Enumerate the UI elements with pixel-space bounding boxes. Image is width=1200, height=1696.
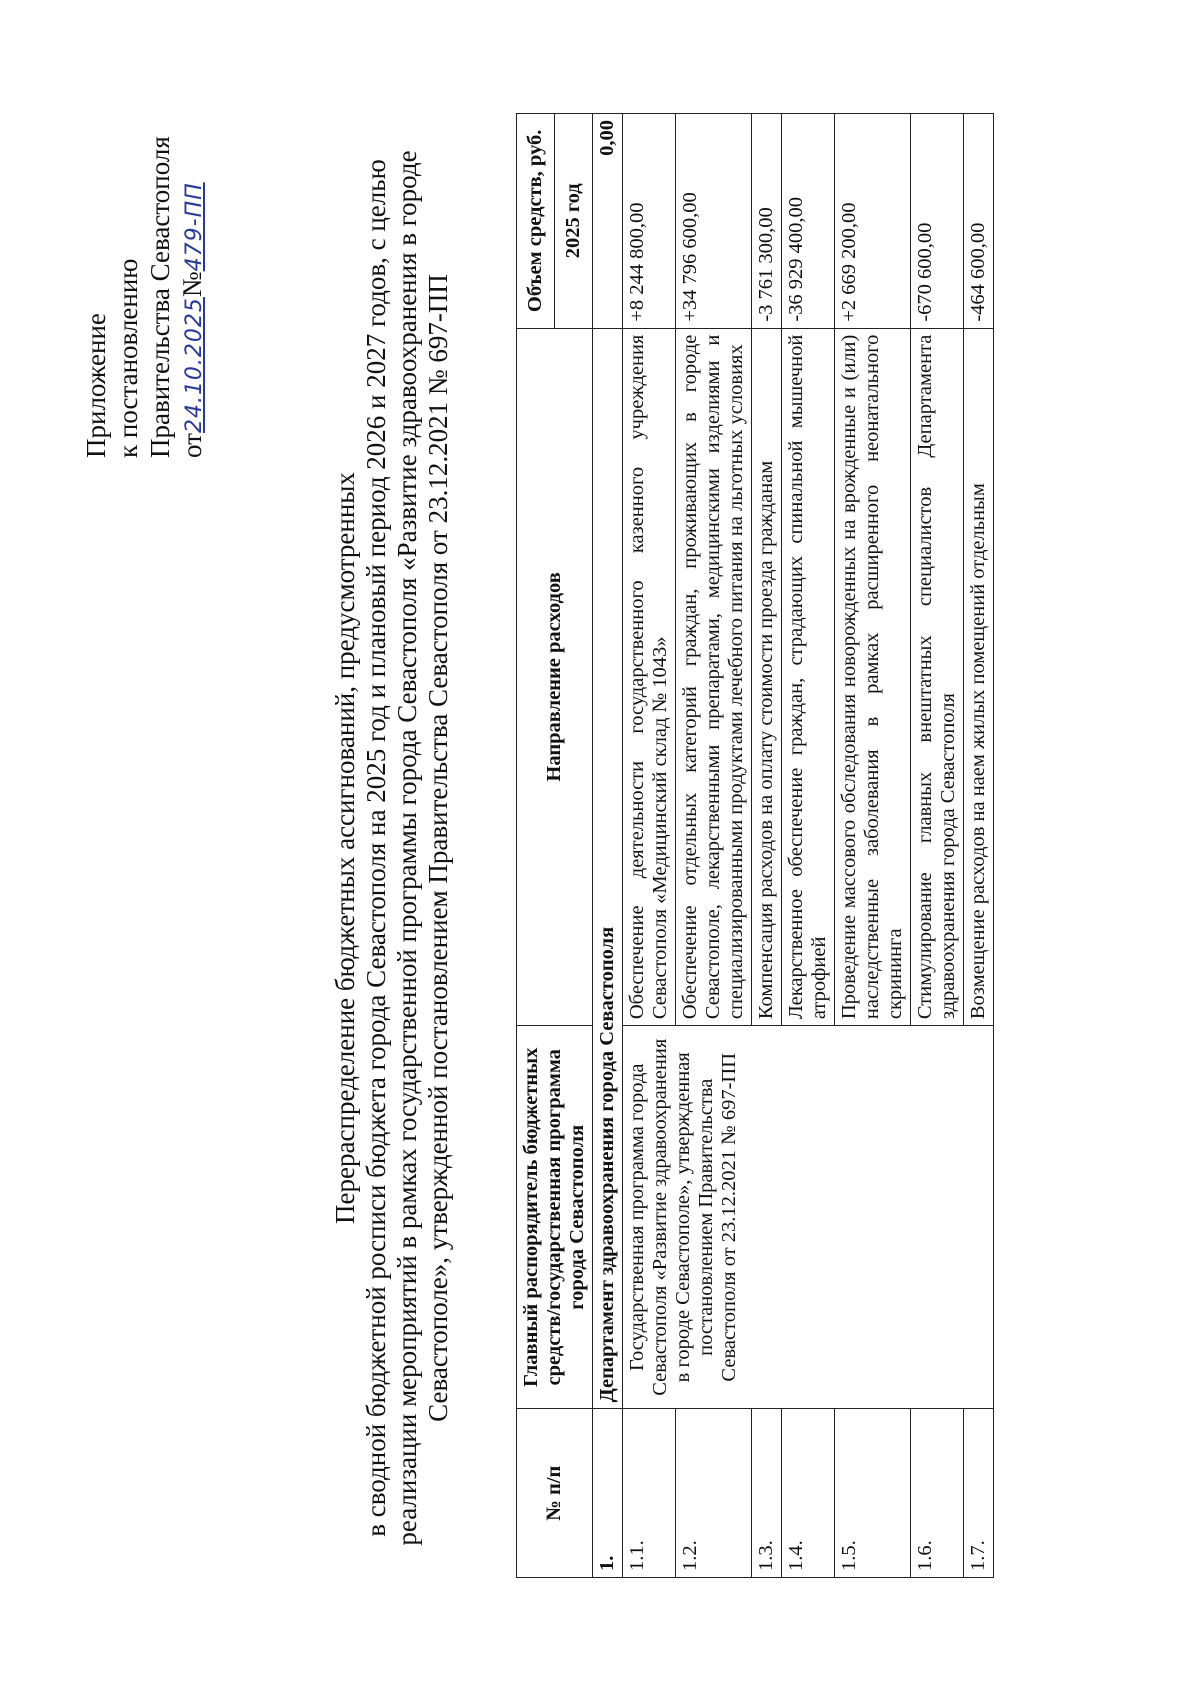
row-num: 1.7. <box>964 1409 994 1578</box>
handwritten-date: 24.10.2025 <box>182 297 207 434</box>
budget-table <box>516 113 994 1578</box>
department-amount: 0,00 <box>593 114 623 329</box>
row-num: 1.4. <box>782 1409 835 1578</box>
row-amount: -36 929 400,00 <box>782 114 835 329</box>
header-org: Главный распорядитель бюджетных средств/государственная программа города Севастополя <box>517 1026 593 1409</box>
row-num: 1.6. <box>911 1409 964 1578</box>
row-amount: +8 244 800,00 <box>623 114 676 329</box>
table-header-row <box>517 114 555 1578</box>
program-cell: Государственная программа города Севастополя «Развитие здравоохранения в городе Севастополе», утвержденная постановлением Правительства Севастополя от 23.12.2021 № 697-ПП <box>623 1026 994 1409</box>
row-direction: Обеспечение деятельности государственного казенного учреждения Севастополя «Медицинский склад № 1043» <box>623 328 676 1026</box>
appendix-line1: Приложение <box>81 313 111 458</box>
department-name: Департамент здравоохранения города Севастополя <box>593 328 623 1409</box>
row-num: 1.3. <box>752 1409 782 1578</box>
appendix-line2: к постановлению <box>113 258 143 458</box>
header-num: № п/п <box>517 1409 593 1578</box>
appendix-block <box>80 118 211 458</box>
title-line3: реализации мероприятий в рамках государственной программы города Севастополя «Развитие здравоохранения в городе <box>392 150 422 1546</box>
row-num: 1.2. <box>676 1409 752 1578</box>
document-page <box>58 78 1078 1618</box>
handwritten-number: 479-ПП <box>182 182 207 272</box>
header-year: 2025 год <box>555 114 593 329</box>
row-amount: +2 669 200,00 <box>835 114 911 329</box>
row-direction: Лекарственное обеспечение граждан, страдающих спинальной мышечной атрофией <box>782 328 835 1026</box>
appendix-line3: Правительства Севастополя <box>145 136 175 458</box>
row-direction: Возмещение расходов на наем жилых помещений отдельным <box>964 328 994 1026</box>
appendix-date-line <box>176 118 211 458</box>
date-prefix: от <box>177 433 207 458</box>
title-line1: Перераспределение бюджетных ассигнований, предусмотренных <box>330 472 360 1224</box>
row-num: 1.5. <box>835 1409 911 1578</box>
department-num: 1. <box>593 1409 623 1578</box>
header-amount: Объем средств, руб. <box>517 114 555 329</box>
row-amount: -464 600,00 <box>964 114 994 329</box>
department-row <box>593 114 623 1578</box>
title-line4: Севастополе», утвержденной постановлением Правительства Севастополя от 23.12.2021 № 697-ПП <box>423 274 453 1422</box>
row-amount: -670 600,00 <box>911 114 964 329</box>
header-direction: Направление расходов <box>517 328 593 1026</box>
row-amount: +34 796 600,00 <box>676 114 752 329</box>
number-sign: № <box>177 271 207 298</box>
row-num: 1.1. <box>623 1409 676 1578</box>
title-line2: в сводной бюджетной росписи бюджета города Севастополя на 2025 год и плановый период 2026 и 2027 годов, с целью <box>361 159 391 1537</box>
row-direction: Компенсация расходов на оплату стоимости проезда гражданам <box>752 328 782 1026</box>
document-title <box>330 78 454 1618</box>
row-amount: -3 761 300,00 <box>752 114 782 329</box>
row-direction: Обеспечение отдельных категорий граждан, проживающих в городе Севастополе, лекарственными препаратами, медицинскими изделиями и специализированными продуктами лечебного питания на льготных условиях <box>676 328 752 1026</box>
table-row <box>623 114 676 1578</box>
row-direction: Стимулирование главных внештатных специалистов Департамента здравоохранения города Севастополя <box>911 328 964 1026</box>
row-direction: Проведение массового обследования новорожденных на врожденные и (или) наследственные заболевания в рамках расширенного неонатального скрининга <box>835 328 911 1026</box>
